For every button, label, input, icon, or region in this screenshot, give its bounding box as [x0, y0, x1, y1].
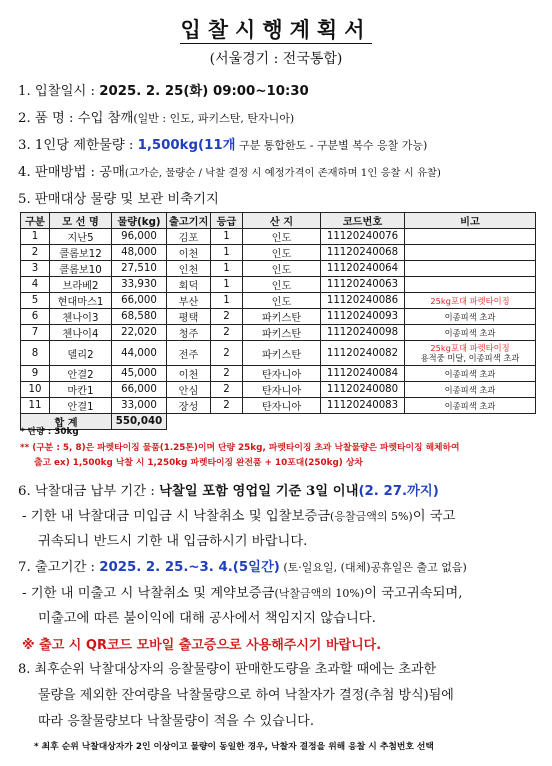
remarks — [405, 277, 536, 293]
release-base: 김포 — [167, 229, 211, 245]
vessel-name: 콜롬보12 — [50, 245, 112, 261]
remark-quality: 용적중 미달, 이종피색 초과 — [420, 353, 520, 363]
quantity-kg: 48,000 — [112, 245, 167, 261]
qr-code-warning: ※ 출고 시 QR코드 모바일 출고증으로 사용해주시기 바랍니다. — [22, 638, 382, 653]
section-8-paragraph — [18, 657, 538, 735]
section-6-note: - 기한 내 낙찰대금 미입금 시 낙찰취소 및 입찰보증금(응찰금액의 5%)이 국고 — [22, 509, 456, 524]
remarks — [405, 229, 536, 245]
remarks — [405, 245, 536, 261]
remarks — [405, 398, 536, 414]
document-subtitle: (서울경기 : 전국통합) — [209, 51, 343, 67]
footnote-pallet-b: 출고 ex) 1,500kg 낙찰 시 1,250kg 파렛타이징 완전품 + 10포대(250kg) 상차 — [34, 458, 363, 468]
release-base: 청주 — [167, 325, 211, 341]
vessel-name: 마칸1 — [50, 382, 112, 398]
code-number: 11120240086 — [321, 293, 405, 309]
release-base: 장성 — [167, 398, 211, 414]
origin: 파키스탄 — [243, 341, 321, 366]
remark-palletizing: 25kg포대 파렛타이징 — [430, 295, 510, 306]
remarks — [405, 309, 536, 325]
remarks — [405, 341, 536, 366]
grade: 2 — [211, 366, 243, 382]
release-base: 인천 — [167, 261, 211, 277]
section-3-limit: 3. 1인당 제한물량 : 1,500kg(11개 구분 통합한도 - 구분별 복수 응찰 가능) — [18, 138, 428, 153]
column-header: 출고기지 — [167, 213, 211, 229]
origin: 파키스탄 — [243, 309, 321, 325]
vessel-name: 브라베2 — [50, 277, 112, 293]
remark-quality: 이종피색 초과 — [444, 384, 496, 395]
table-row — [21, 229, 536, 245]
row-number: 10 — [21, 382, 50, 398]
section-1-bid-datetime: 1. 입찰일시 : 2025. 2. 25(화) 09:00~10:30 — [18, 84, 309, 99]
origin: 인도 — [243, 261, 321, 277]
grade: 2 — [211, 398, 243, 414]
code-number: 11120240080 — [321, 382, 405, 398]
quantity-kg: 33,930 — [112, 277, 167, 293]
grade: 1 — [211, 261, 243, 277]
release-base: 이천 — [167, 366, 211, 382]
vessel-name: 첸나이3 — [50, 309, 112, 325]
column-header: 물량(kg) — [112, 213, 167, 229]
grade: 1 — [211, 277, 243, 293]
vessel-name: 현대마스1 — [50, 293, 112, 309]
code-number: 11120240064 — [321, 261, 405, 277]
release-base: 안심 — [167, 382, 211, 398]
remark-quality: 이종피색 초과 — [444, 327, 496, 338]
grade: 2 — [211, 309, 243, 325]
section-7-note: - 기한 내 미출고 시 낙찰취소 및 계약보증금(낙찰금액의 10%)이 국고귀속되며, — [22, 586, 463, 601]
column-header: 구분 — [21, 213, 50, 229]
table-row — [21, 309, 536, 325]
row-number: 4 — [21, 277, 50, 293]
vessel-name: 첸나이4 — [50, 325, 112, 341]
code-number: 11120240093 — [321, 309, 405, 325]
remark-quality: 이종피색 초과 — [444, 368, 496, 379]
origin: 인도 — [243, 229, 321, 245]
release-base: 부산 — [167, 293, 211, 309]
vessel-name: 델리2 — [50, 341, 112, 366]
row-number: 3 — [21, 261, 50, 277]
column-header: 등급 — [211, 213, 243, 229]
grade: 2 — [211, 325, 243, 341]
section-4-sale-method: 4. 판매방법 : 공매(고가순, 물량순 / 낙찰 결정 시 예정가격이 존재하며 1인 응찰 시 유찰) — [18, 165, 441, 180]
origin: 인도 — [243, 245, 321, 261]
column-header: 코드번호 — [321, 213, 405, 229]
column-header: 모 선 명 — [50, 213, 112, 229]
release-base: 평택 — [167, 309, 211, 325]
section-7-release-period: 7. 출고기간 : 2025. 2. 25.~3. 4.(5일간) (토·일요일, (대체)공휴일은 출고 없음) — [18, 560, 467, 575]
code-number: 11120240084 — [321, 366, 405, 382]
row-number: 8 — [21, 341, 50, 366]
vessel-name: 안결1 — [50, 398, 112, 414]
section-2-item: 2. 품 명 : 수입 참깨(일반 : 인도, 파키스탄, 탄자니아) — [18, 111, 295, 126]
vessel-name: 안결2 — [50, 366, 112, 382]
quantity-kg: 22,020 — [112, 325, 167, 341]
code-number: 11120240076 — [321, 229, 405, 245]
section-7-note-cont: 미출고에 따른 불이익에 대해 공사에서 책임지지 않습니다. — [38, 611, 376, 626]
origin: 인도 — [243, 293, 321, 309]
row-number: 11 — [21, 398, 50, 414]
table-row — [21, 341, 536, 366]
quantity-kg: 68,580 — [112, 309, 167, 325]
quantity-kg: 27,510 — [112, 261, 167, 277]
section-8-line: 8. 최후순위 낙찰대상자의 응찰물량이 판매한도량을 초과할 때에는 초과한 — [18, 662, 437, 677]
release-base: 회덕 — [167, 277, 211, 293]
table-header-row — [21, 213, 536, 229]
table-row — [21, 261, 536, 277]
quantity-kg: 45,000 — [112, 366, 167, 382]
footnote-pallet-a: ** (구분 : 5, 8)은 파렛타이징 물품(1.25톤)이며 단량 25kg, 파렛타이징 초과 낙찰물량은 파렛타이징 해체하여 — [20, 443, 460, 453]
table-total-row — [21, 414, 536, 430]
quantity-kg: 44,000 — [112, 341, 167, 366]
total-label: 합 계 — [21, 414, 112, 430]
remarks — [405, 293, 536, 309]
origin: 탄자니아 — [243, 382, 321, 398]
origin: 파키스탄 — [243, 325, 321, 341]
row-number: 2 — [21, 245, 50, 261]
section-8-line: 따라 응찰물량보다 낙찰물량이 적을 수 있습니다. — [38, 714, 314, 729]
table-row — [21, 382, 536, 398]
remark-palletizing: 25kg포대 파렛타이징 — [430, 343, 510, 353]
section-5-heading: 5. 판매대상 물량 및 보관 비축기지 — [18, 192, 219, 207]
section-6-note-cont: 귀속되니 반드시 기한 내 입금하시기 바랍니다. — [38, 534, 308, 549]
row-number: 5 — [21, 293, 50, 309]
origin: 탄자니아 — [243, 398, 321, 414]
code-number: 11120240063 — [321, 277, 405, 293]
table-row — [21, 245, 536, 261]
document-title: 입찰시행계획서 — [180, 17, 372, 42]
remark-quality: 이종피색 초과 — [444, 400, 496, 411]
remarks — [405, 261, 536, 277]
total-quantity: 550,040 — [112, 414, 167, 430]
release-base: 전주 — [167, 341, 211, 366]
grade: 1 — [211, 293, 243, 309]
quantity-kg: 66,000 — [112, 293, 167, 309]
row-number: 6 — [21, 309, 50, 325]
column-header: 비고 — [405, 213, 536, 229]
quantity-kg: 96,000 — [112, 229, 167, 245]
remarks — [405, 325, 536, 341]
grade: 1 — [211, 245, 243, 261]
row-number: 1 — [21, 229, 50, 245]
grade: 2 — [211, 341, 243, 366]
quantity-kg: 33,000 — [112, 398, 167, 414]
final-note: * 최후 순위 낙찰대상자가 2인 이상이고 물량이 동일한 경우, 낙찰자 결정을 위해 응찰 시 추첨번호 선택 — [34, 742, 434, 752]
code-number: 11120240082 — [321, 341, 405, 366]
table-row — [21, 277, 536, 293]
row-number: 7 — [21, 325, 50, 341]
table-row — [21, 366, 536, 382]
table-row — [21, 293, 536, 309]
origin: 인도 — [243, 277, 321, 293]
release-base: 이천 — [167, 245, 211, 261]
table-row — [21, 398, 536, 414]
code-number: 11120240083 — [321, 398, 405, 414]
code-number: 11120240068 — [321, 245, 405, 261]
remark-quality: 이종피색 초과 — [444, 311, 496, 322]
column-header: 산 지 — [243, 213, 321, 229]
vessel-name: 콜롬보10 — [50, 261, 112, 277]
vessel-name: 지난5 — [50, 229, 112, 245]
quantity-kg: 66,000 — [112, 382, 167, 398]
footnote-unit-weight: * 단량 : 30kg — [20, 427, 79, 437]
origin: 탄자니아 — [243, 366, 321, 382]
section-6-payment-period: 6. 낙찰대금 납부 기간 : 낙찰일 포함 영업일 기준 3일 이내(2. 27.까지) — [18, 484, 439, 499]
code-number: 11120240098 — [321, 325, 405, 341]
row-number: 9 — [21, 366, 50, 382]
remarks — [405, 382, 536, 398]
grade: 1 — [211, 229, 243, 245]
remarks — [405, 366, 536, 382]
grade: 2 — [211, 382, 243, 398]
section-8-line: 물량을 제외한 잔여량을 낙찰물량으로 하여 낙찰자가 결정(추첨 방식)됨에 — [38, 688, 454, 703]
table-row — [21, 325, 536, 341]
sales-target-table — [20, 212, 536, 430]
